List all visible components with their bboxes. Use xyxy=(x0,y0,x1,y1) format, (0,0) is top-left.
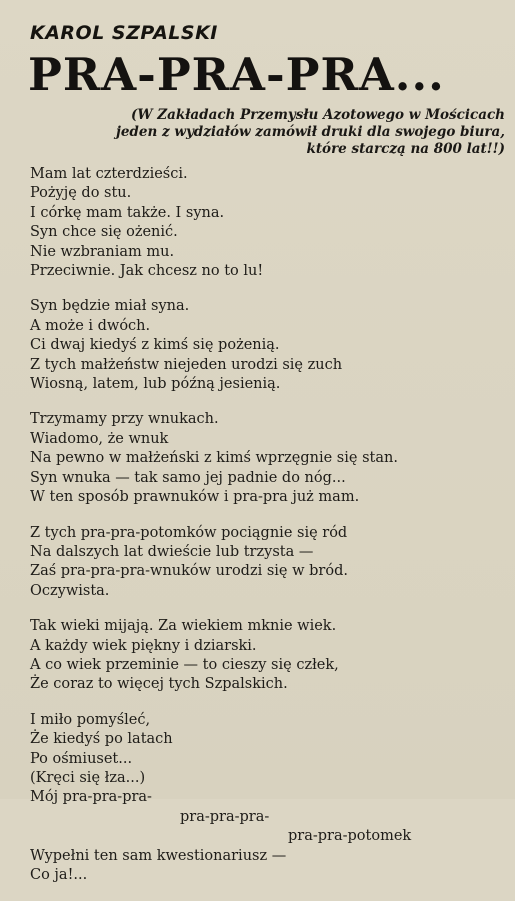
stanza-3 xyxy=(30,410,510,507)
verse-line: Na dalszych lat dwieście lub trzysta — xyxy=(30,543,314,560)
verse-line: Nie wzbraniam mu. xyxy=(30,243,175,260)
verse-line: Pożyję do stu. xyxy=(30,185,132,202)
verse-line-indented: pra-pra-potomek xyxy=(288,828,412,845)
stanza-4 xyxy=(30,524,510,602)
verse-line: Ci dwaj kiedyś z kimś się pożenią. xyxy=(30,337,280,354)
verse-line: Z tych małżeństw niejeden urodzi się zuch xyxy=(30,356,343,373)
verse-line: Syn wnuka — tak samo jej padnie do nóg... xyxy=(30,469,346,486)
verse-line: Wiosną, latem, lub późną jesienią. xyxy=(30,376,281,393)
verse-line: Mam lat czterdzieści. xyxy=(30,166,188,182)
verse-line: Po ośmiuset... xyxy=(30,750,133,767)
stanza-5 xyxy=(30,617,510,695)
verse-line: W ten sposób prawnuków i pra-pra już mam. xyxy=(30,489,360,506)
verse-line: Syn chce się ożenić. xyxy=(30,224,178,241)
verse-line: Oczywista. xyxy=(30,582,110,599)
verse-line: Co ja!... xyxy=(30,867,88,883)
note-line: (W Zakładach Przemysłu Azotowego w Mościcach xyxy=(131,107,505,123)
editorial-note xyxy=(0,107,505,158)
verse-line: Że coraz to więcej tych Szpalskich. xyxy=(30,676,288,693)
author-name: KAROL SZPALSKI xyxy=(30,22,218,44)
note-line: które starczą na 800 lat!!) xyxy=(306,141,505,157)
verse-line: A może i dwóch. xyxy=(30,317,151,334)
verse-line: I córkę mam także. I syna. xyxy=(30,204,225,221)
poem-body xyxy=(30,165,510,901)
verse-line: Tak wieki mijają. Za wiekiem mknie wiek. xyxy=(30,618,337,635)
verse-line: A co wiek przeminie — to cieszy się człek, xyxy=(30,656,339,673)
verse-line: I miło pomyśleć, xyxy=(30,711,151,728)
verse-line-indented: pra-pra-pra- xyxy=(180,808,270,825)
stanza-2 xyxy=(30,297,510,394)
note-line: jeden z wydziałów zamówił druki dla swojego biura, xyxy=(115,124,505,140)
verse-line: Na pewno w małżeński z kimś wprzęgnie się stan. xyxy=(30,450,398,467)
verse-line: A każdy wiek piękny i dziarski. xyxy=(30,637,257,654)
verse-line: Z tych pra-pra-potomków pociągnie się ród xyxy=(30,524,348,541)
verse-line: Że kiedyś po latach xyxy=(30,731,173,748)
verse-line: Wypełni ten sam kwestionariusz — xyxy=(30,847,287,864)
poem-title: PRA-PRA-PRA... xyxy=(28,48,445,101)
verse-line: Mój pra-pra-pra- xyxy=(30,789,152,806)
verse-line: Zaś pra-pra-pra-wnuków urodzi się w bród. xyxy=(30,563,348,580)
verse-line: Trzymamy przy wnukach. xyxy=(30,411,219,428)
verse-line: Wiadomo, że wnuk xyxy=(30,430,169,447)
verse-line: (Kręci się łza...) xyxy=(30,769,146,786)
stanza-6 xyxy=(30,711,510,886)
stanza-1 xyxy=(30,165,510,281)
verse-line: Syn będzie miał syna. xyxy=(30,298,190,315)
verse-line: Przeciwnie. Jak chcesz no to lu! xyxy=(30,263,264,280)
